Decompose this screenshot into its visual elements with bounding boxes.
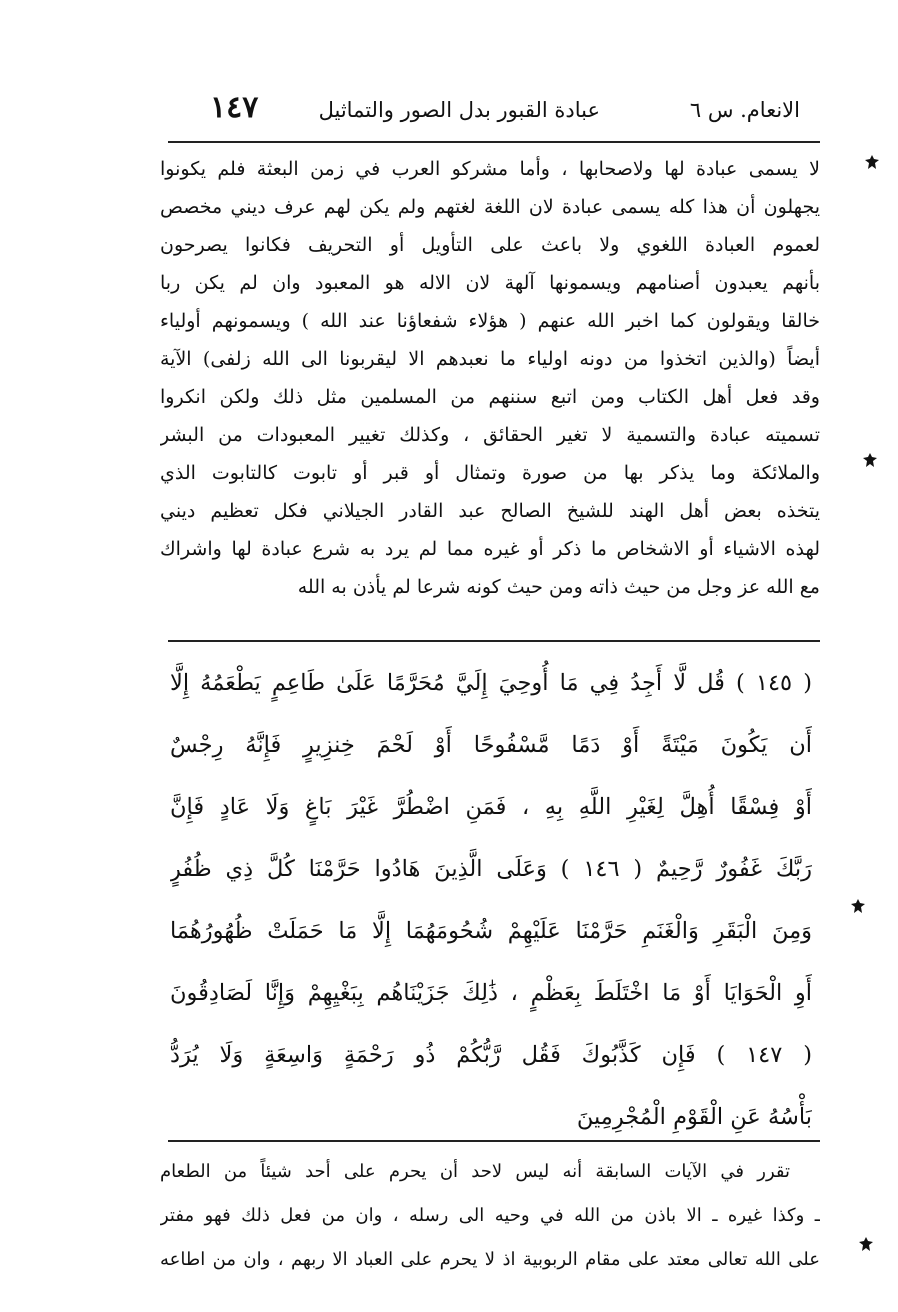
running-title: عبادة القبور بدل الصور والتماثيل [318, 98, 600, 122]
commentary-block [160, 150, 820, 606]
verse-line: رَبَّكَ غَفُورٌ رَّحِيمٌ ( ١٤٦ ) وَعَلَى الَّذِينَ هَادُوا حَرَّمْنَا كُلَّ ذِي ظُفُرٍ [170, 856, 812, 882]
header-rule [168, 141, 820, 143]
ink-blot-icon [862, 452, 878, 468]
footnote-line: ـ وكذا غيره ـ الا باذن من الله في وحيه الى رسله ، وان من فعل ذلك فهو مفتر [160, 1205, 820, 1226]
commentary-line: مع الله عز وجل من حيث ذاته ومن حيث كونه شرعا لم يأذن به الله [297, 576, 820, 598]
commentary-line: خالقا ويقولون كما اخبر الله عنهم ( هؤلاء شفعاؤنا عند الله ) ويسمونهم أولياء [160, 310, 820, 332]
footnote-line: تقرر في الآيات السابقة أنه ليس لاحد أن يحرم على أحد شيئاً من الطعام [160, 1161, 790, 1182]
commentary-line: يجهلون أن هذا كله يسمى عبادة لان اللغة لغتهم ولم يكن لهم عرف ديني مخصص [160, 196, 820, 218]
verse-block [170, 652, 812, 1148]
page-number: ١٤٧ [210, 90, 259, 125]
page-header [200, 90, 800, 136]
commentary-line: تسميته عبادة والتسمية لا تغير الحقائق ، وكذلك تغيير المعبودات من البشر [160, 424, 820, 446]
section-divider [168, 640, 820, 642]
commentary-line: لهذه الاشياء أو الاشخاص ما ذكر أو غيره مما لم يرد به شرع عبادة لها واشراك [160, 538, 820, 560]
commentary-line: وقد فعل أهل الكتاب ومن اتبع سننهم من المسلمين مثل ذلك ولكن انكروا [160, 386, 820, 408]
commentary-line: لعموم العبادة اللغوي ولا باعث على التأويل أو التحريف فكانوا يصرحون [160, 234, 820, 256]
ink-blot-icon [858, 1236, 874, 1252]
verse-line: أَوْ فِسْقًا أُهِلَّ لِغَيْرِ اللَّهِ بِهِ ، فَمَنِ اضْطُرَّ غَيْرَ بَاغٍ وَلَا عَادٍ فَإِنَّ [170, 794, 812, 820]
verse-line: وَمِنَ الْبَقَرِ وَالْغَنَمِ حَرَّمْنَا عَلَيْهِمْ شُحُومَهُمَا إِلَّا مَا حَمَلَتْ ظُهُورُهُمَا [170, 918, 812, 944]
footnote-rule [168, 1140, 820, 1142]
verse-line: ( ١٤٧ ) فَإِن كَذَّبُوكَ فَقُل رَّبُّكُمْ ذُو رَحْمَةٍ وَاسِعَةٍ وَلَا يُرَدُّ [170, 1042, 812, 1068]
verse-line: ( ١٤٥ ) قُل لَّا أَجِدُ فِي مَا أُوحِيَ إِلَيَّ مُحَرَّمًا عَلَىٰ طَاعِمٍ يَطْعَمُهُ إِلَّا [170, 670, 812, 696]
verse-line: أَوِ الْحَوَايَا أَوْ مَا اخْتَلَطَ بِعَظْمٍ ، ذَٰلِكَ جَزَيْنَاهُم بِبَغْيِهِمْ وَإِنَّا لَصَادِقُونَ [170, 980, 812, 1006]
commentary-line: لا يسمى عبادة لها ولاصحابها ، وأما مشركو العرب في زمن البعثة فلم يكونوا [160, 158, 820, 180]
commentary-line: والملائكة وما يذكر بها من صورة وتمثال أو قبر أو تابوت كالتابوت الذي [160, 462, 820, 484]
chapter-reference: الانعام. س ٦ [689, 98, 800, 122]
footnote-line: على الله تعالى معتد على مقام الربوبية اذ لا يحرم على العباد الا ربهم ، وان من اطاعه [160, 1249, 820, 1270]
ink-blot-icon [850, 898, 866, 914]
verse-line: بَأْسُهُ عَنِ الْقَوْمِ الْمُجْرِمِينَ [576, 1104, 812, 1130]
footnote-block [160, 1150, 820, 1282]
commentary-line: أيضاً (والذين اتخذوا من دونه اولياء ما نعبدهم الا ليقربونا الى الله زلفى) الآية [160, 348, 820, 370]
commentary-line: يتخذه بعض أهل الهند للشيخ الصالح عبد القادر الجيلاني فكل تعظيم ديني [160, 500, 820, 522]
verse-line: أَن يَكُونَ مَيْتَةً أَوْ دَمًا مَّسْفُوحًا أَوْ لَحْمَ خِنزِيرٍ فَإِنَّهُ رِجْسٌ [170, 732, 812, 758]
commentary-line: بأنهم يعبدون أصنامهم ويسمونها آلهة لان الاله هو المعبود وان لم يكن ربا [160, 272, 820, 294]
ink-blot-icon [864, 154, 880, 170]
